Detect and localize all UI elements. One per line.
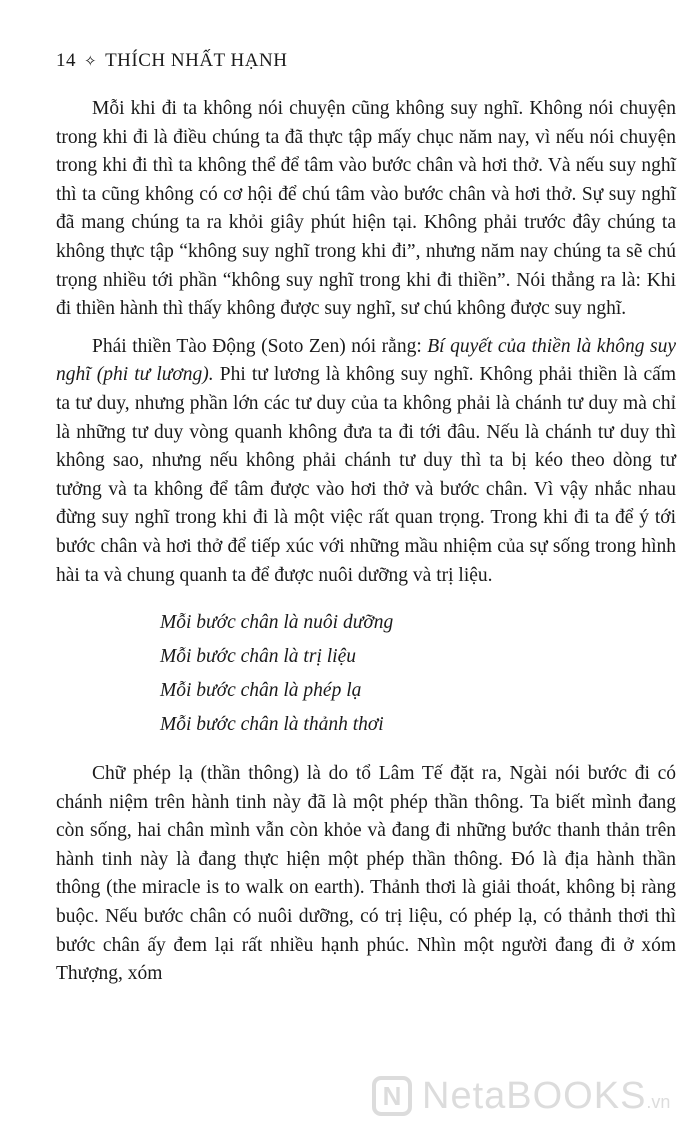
paragraph-3: Chữ phép lạ (thần thông) là do tổ Lâm Tế đặt ra, Ngài nói bước đi có chánh niệm trên hành tinh này đã là một phép thần thông. Ta biết mình đang còn sống, hai chân mình vẫn còn khỏe và đang đi những bước thanh thản trên hành tinh này là đang thực hiện một phép thần thông. Đó là địa hành thần thông (the miracle is to walk on earth). Thảnh thơi là giải thoát, không bị ràng buộc. Nếu bước chân có nuôi dưỡng, có trị liệu, có phép lạ, có thảnh thơi thì bước chân ấy đem lại rất nhiều hạnh phúc. Nhìn một người đang đi ở xóm Thượng, xóm <box>56 763 676 985</box>
paragraph-2-lead: Phái thiền Tào Động (Soto Zen) nói rằng: <box>92 335 428 357</box>
watermark-brand <box>422 1074 670 1124</box>
paragraph-1: Mỗi khi đi ta không nói chuyện cũng không suy nghĩ. Không nói chuyện trong khi đi là điều chúng ta đã thực tập mấy chục năm nay, vì nếu nói chuyện trong khi đi thì ta không thể để tâm vào bước chân và hơi thở. Và nếu suy nghĩ thì ta cũng không có cơ hội để chú tâm vào bước chân và hơi thở. Sự suy nghĩ đã mang chúng ta ra khỏi giây phút hiện tại. Không phải trước đây chúng ta không thực tập “không suy nghĩ trong khi đi”, nhưng năm nay chúng ta sẽ chú trọng nhiều tới phần “không suy nghĩ trong khi đi thiền”. Nói thẳng ra là: Khi đi thiền hành thì thấy không được suy nghĩ, sư chú không được suy nghĩ. <box>56 98 676 320</box>
poem-line-2: Mỗi bước chân là trị liệu <box>160 646 356 668</box>
page-number: 14 <box>56 50 76 71</box>
paragraph-2-rest: Phi tư lương là không suy nghĩ. Không phải thiền là cấm ta tư duy, nhưng phần lớn các tư duy của ta không phải là chánh tư duy mà chỉ là những tư duy vòng quanh không đưa ta đi tới đâu. Nếu là chánh tư duy thì không sao, nhưng nếu không phải chánh tư duy thì ta bị kéo theo dòng tư tưởng và ta không để tâm được vào hơi thở và bước chân. Vì vậy nhắc nhau đừng suy nghĩ trong khi đi là một việc rất quan trọng. Trong khi đi ta để ý tới bước chân và hơi thở để tiếp xúc với những mầu nhiệm của sự sống trong hình hài ta và chung quanh ta để được nuôi dưỡng và trị liệu. <box>56 364 676 586</box>
author-name: THÍCH NHẤT HẠNH <box>105 50 288 71</box>
netabooks-logo-icon: N <box>372 1076 412 1116</box>
watermark-brand-name: NetaBOOKS <box>422 1075 647 1117</box>
poem-line-1: Mỗi bước chân là nuôi dưỡng <box>160 612 394 634</box>
paragraph-2-quote: Bí quyết của thiền là không suy nghĩ (phi tư lương). <box>56 335 676 386</box>
running-header <box>56 50 287 72</box>
watermark-suffix: .vn <box>646 1092 671 1112</box>
body-text <box>56 95 676 998</box>
poem-line-3: Mỗi bước chân là phép lạ <box>160 680 362 702</box>
separator-glyph: ✧ <box>84 54 98 70</box>
poem-line-4: Mỗi bước chân là thảnh thơi <box>160 714 384 736</box>
netabooks-watermark <box>372 1074 698 1120</box>
poem-verse <box>160 606 676 742</box>
paragraph-2 <box>56 333 676 590</box>
